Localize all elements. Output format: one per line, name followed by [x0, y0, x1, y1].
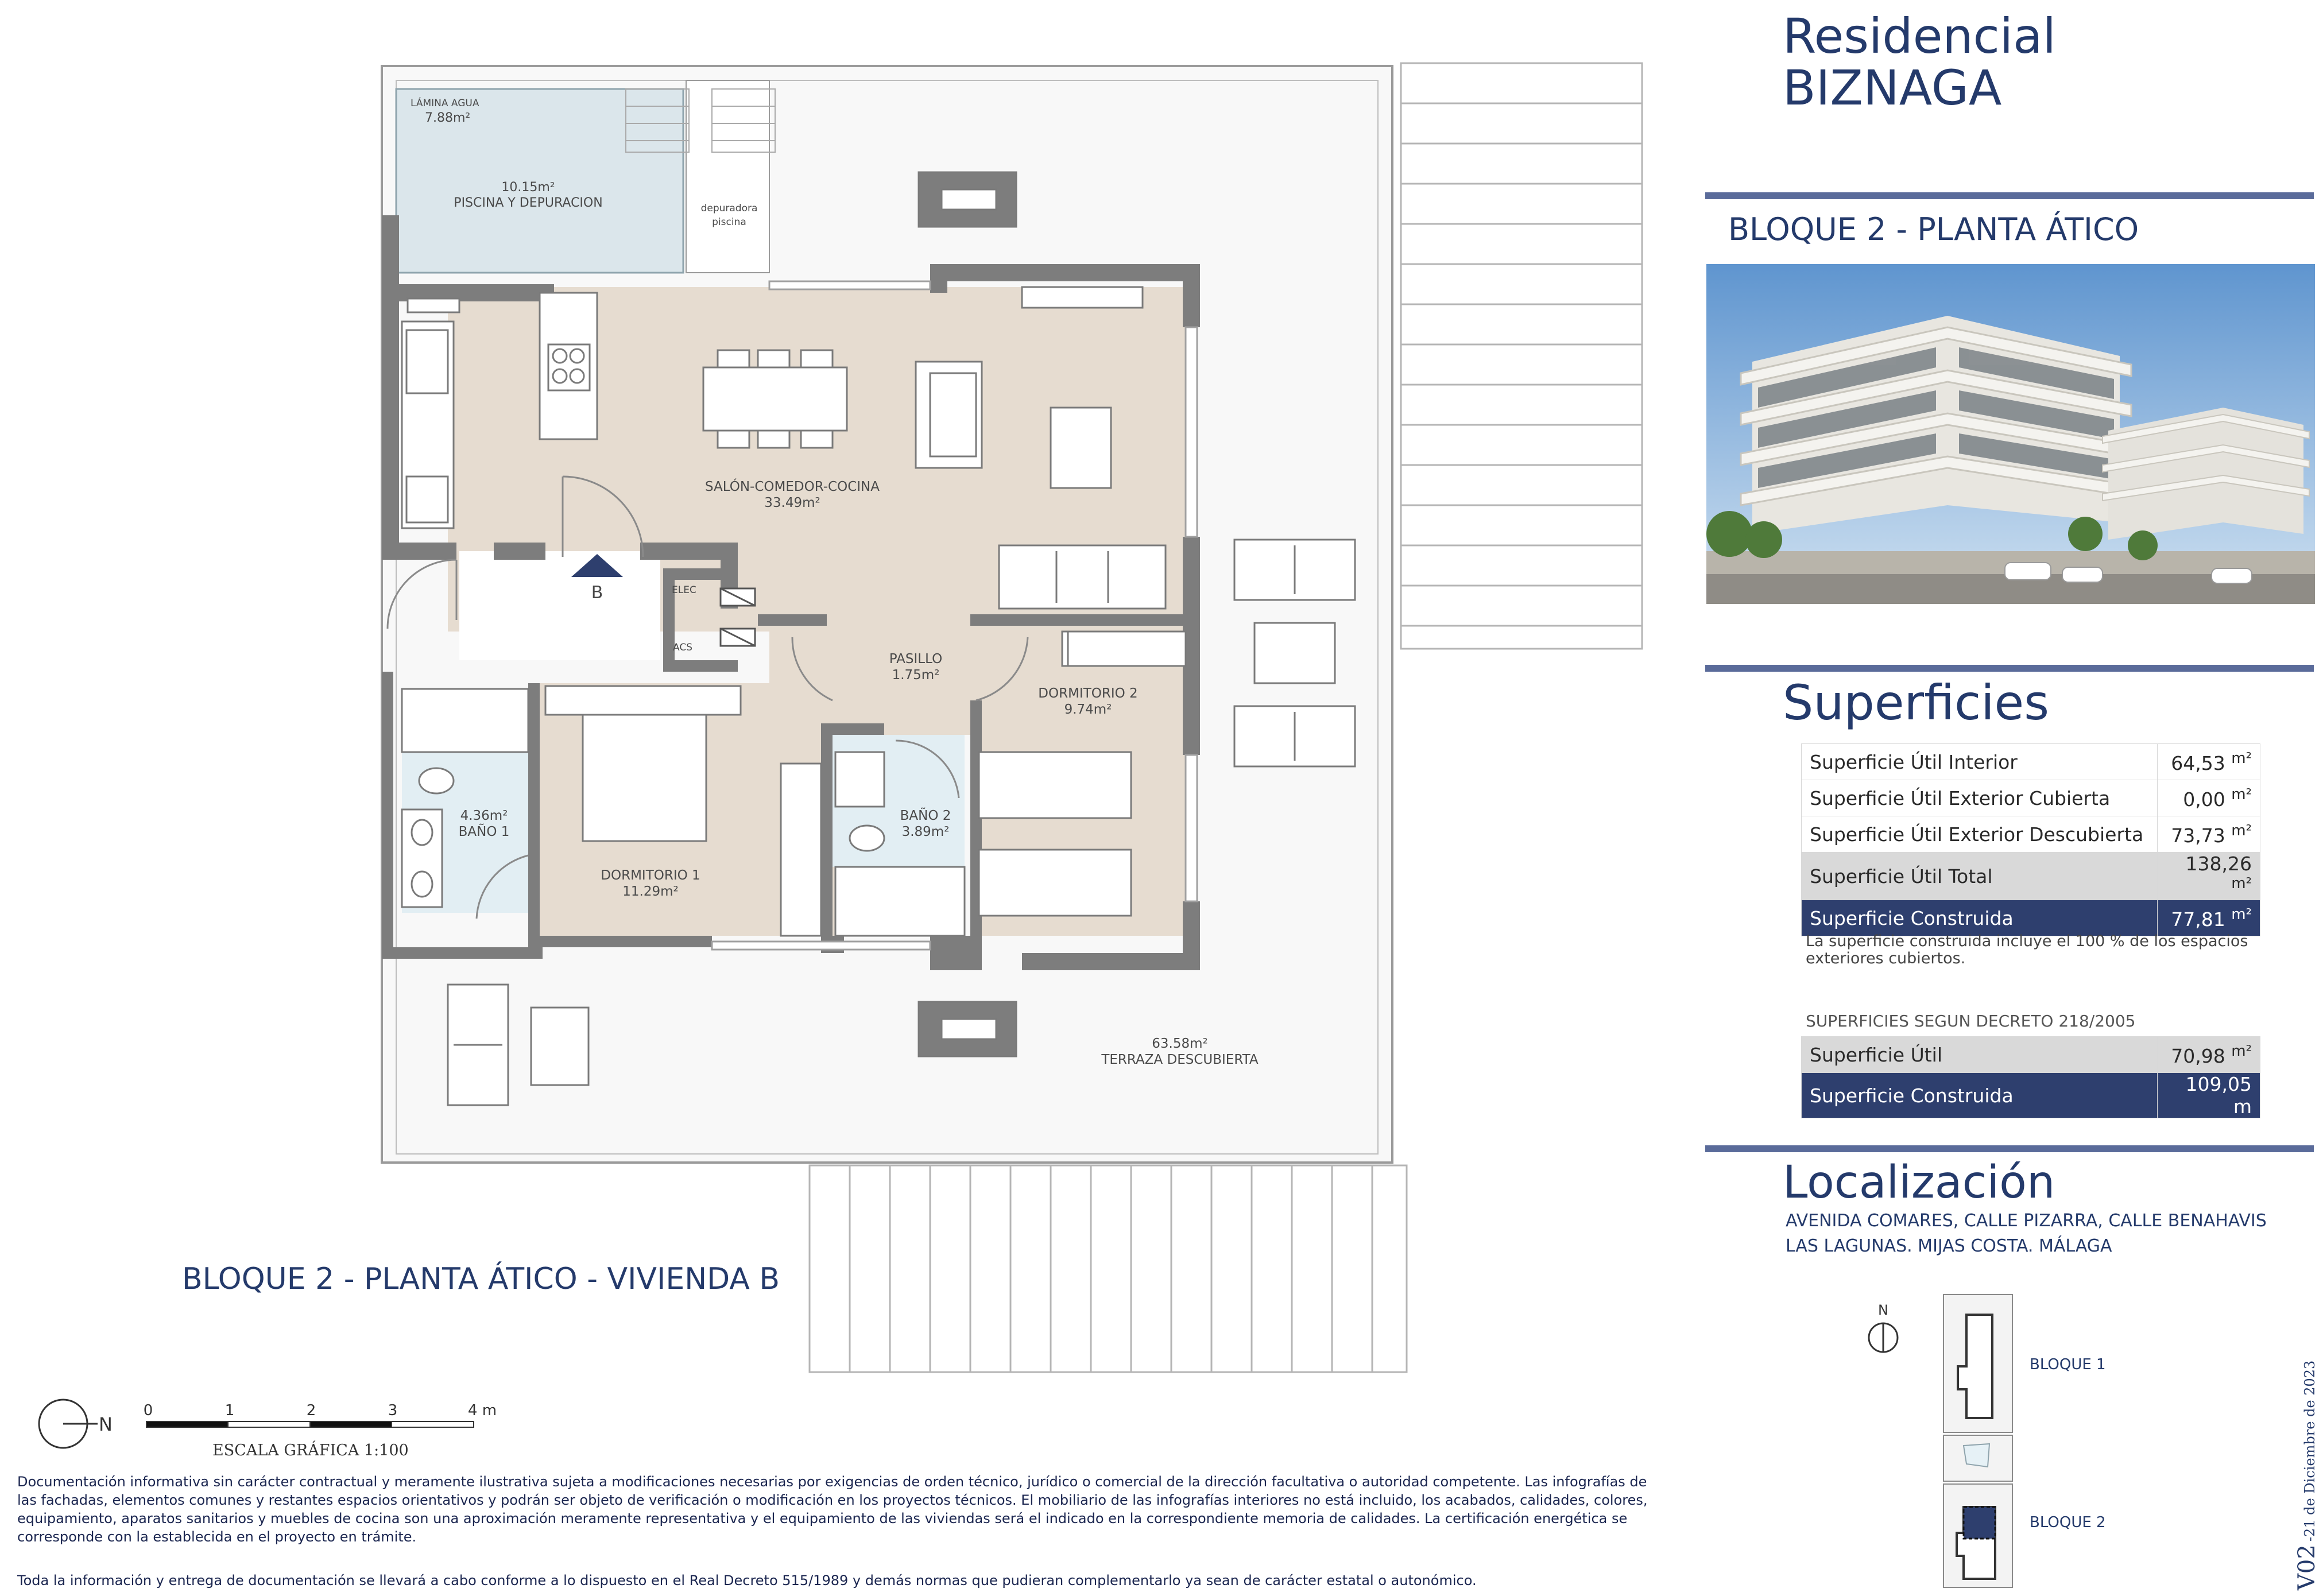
- salon-label: SALÓN-COMEDOR-COCINA: [704, 479, 880, 494]
- map-bloque2-label: BLOQUE 2: [2030, 1514, 2106, 1531]
- row-label: Superficie Útil Total: [1802, 853, 2158, 900]
- bottom-pergola: [810, 1165, 1407, 1372]
- row-unit: m²: [2231, 822, 2252, 839]
- address-line1: AVENIDA COMARES, CALLE PIZARRA, CALLE BENAHAVIS: [1786, 1211, 2267, 1231]
- scale-tick-1: 1: [224, 1402, 235, 1419]
- row-label: Superficie Útil Interior: [1802, 744, 2158, 780]
- superficies-note: La superficie construida incluye el 100 % de los espacios exteriores cubiertos.: [1806, 932, 2248, 967]
- row-unit: m²: [2231, 875, 2252, 892]
- divider-top: [1705, 192, 2314, 199]
- elec-label: ELEC: [672, 584, 696, 596]
- bano2-label: BAÑO 2: [900, 808, 951, 823]
- acs-label: ACS: [673, 642, 692, 653]
- bano1-area: 4.36m²: [460, 808, 508, 823]
- divider-bottom: [1705, 1145, 2314, 1152]
- disclaimer-para2: Toda la información y entrega de documentación se llevará a cabo conforme a lo dispuesto en el Real Decreto 515/1989 y demás normas que pudieran complementarlo ya sean de carácter estatal o autonómico.: [17, 1572, 1477, 1589]
- map-north-label: N: [1878, 1302, 1888, 1318]
- row-value: 73,73: [2171, 824, 2225, 847]
- scale-tick-4: 4 m: [467, 1402, 497, 1419]
- version-code: V02: [2294, 1544, 2320, 1590]
- unit-marker: B: [591, 583, 603, 603]
- scale-bar: [146, 1421, 474, 1427]
- scale-tick-3: 3: [388, 1402, 398, 1419]
- row-label: Superficie Construida: [1802, 900, 2158, 936]
- scale-north-label: N: [99, 1413, 113, 1435]
- project-name: [1783, 10, 2056, 114]
- row-value: 109,05: [2185, 1073, 2252, 1095]
- superficies-title: Superficies: [1783, 675, 2049, 731]
- row-value: 138,26: [2185, 853, 2252, 875]
- row-unit: m²: [2231, 1042, 2252, 1060]
- dining-table: [703, 350, 847, 448]
- table-row-total: [1802, 853, 2260, 900]
- lamina-label: LÁMINA AGUA: [411, 98, 479, 109]
- terraza-label: TERRAZA DESCUBIERTA: [1101, 1052, 1259, 1067]
- right-pergola: [1401, 63, 1642, 649]
- scale-tick-2: 2: [306, 1402, 316, 1419]
- scale-tick-0: 0: [143, 1402, 153, 1419]
- row-label: Superficie Útil Exterior Descubierta: [1802, 816, 2158, 853]
- building-render: [1706, 264, 2315, 604]
- row-label: Superficie Construida: [1802, 1073, 2158, 1118]
- depuradora-line1: depuradora: [700, 203, 758, 214]
- localizacion-title: Localización: [1783, 1157, 2055, 1208]
- row-unit: m²: [2231, 905, 2252, 923]
- north-arrow-icon: [39, 1400, 98, 1448]
- localizacion-address: [1786, 1208, 2267, 1259]
- version-date: -21 de Diciembre de 2023: [2302, 1360, 2318, 1542]
- block-title: BLOQUE 2 - PLANTA ÁTICO: [1728, 211, 2139, 247]
- dorm1-label: DORMITORIO 1: [601, 868, 700, 883]
- disclaimer-para1: Documentación informativa sin carácter contractual y meramente ilustrativa sujeta a modificaciones necesarias por exigencias de orden técnico, jurídico o comercial de la dirección facultativa o autoridad competente. Las infografías de las fachadas, elementos comunes y restantes espacios orientativos y podrán ser objeto de verificación o modificación en los proyectos técnicos. El mobiliario de las infografías interiores no está incluido, los acabados, calidades, colores, equipamiento, aparatos sanitarios y muebles de cocina son una aproximación meramente representativa y el equipamiento de las viviendas será el indicado en la correspondiente memoria de calidades. La certificación energética se corresponde con la establecida en el proyecto en trámite.: [17, 1474, 1648, 1545]
- pasillo-area: 1.75m²: [892, 668, 940, 683]
- map-bloque1-label: BLOQUE 1: [2030, 1356, 2106, 1373]
- address-line2: LAS LAGUNAS. MIJAS COSTA. MÁLAGA: [1786, 1236, 2112, 1256]
- dorm1-area: 11.29m²: [622, 884, 679, 899]
- row-label: Superficie Útil Exterior Cubierta: [1802, 780, 2158, 816]
- dorm2-label: DORMITORIO 2: [1038, 686, 1138, 701]
- bano2-area: 3.89m²: [901, 824, 950, 839]
- bano1-label: BAÑO 1: [458, 824, 510, 839]
- row-value: 77,81: [2171, 908, 2225, 931]
- superficies-table: [1801, 743, 2260, 936]
- table-row: [1802, 1037, 2260, 1073]
- row-value: 0,00: [2183, 788, 2225, 811]
- row-unit: m: [2233, 1095, 2252, 1118]
- piscina-label: PISCINA Y DEPURACION: [454, 196, 603, 210]
- plan-title: BLOQUE 2 - PLANTA ÁTICO - VIVIENDA B: [182, 1262, 780, 1296]
- dorm2-area: 9.74m²: [1064, 702, 1112, 717]
- divider-mid: [1705, 665, 2314, 672]
- row-value: 70,98: [2171, 1044, 2225, 1067]
- table-row: [1802, 1073, 2260, 1118]
- piscina-area: 10.15m²: [501, 180, 555, 195]
- location-map: [1854, 1292, 2188, 1590]
- project-line2: BIZNAGA: [1783, 60, 2002, 116]
- table-row-construida: [1802, 900, 2260, 936]
- project-line1: Residencial: [1783, 8, 2056, 64]
- row-value: 64,53: [2171, 751, 2225, 774]
- version-label: [2294, 1361, 2320, 1590]
- scale-label: ESCALA GRÁFICA 1:100: [212, 1442, 409, 1459]
- hall-floor: [459, 551, 660, 660]
- row-label: Superficie Útil: [1802, 1037, 2158, 1073]
- lamina-area: 7.88m²: [425, 111, 471, 125]
- table-row: [1802, 780, 2260, 816]
- terraza-area: 63.58m²: [1152, 1036, 1208, 1051]
- table-row: [1802, 744, 2260, 780]
- depuradora-room: [686, 80, 769, 273]
- decreto-table: [1801, 1036, 2260, 1118]
- decreto-title: SUPERFICIES SEGUN DECRETO 218/2005: [1806, 1012, 2136, 1031]
- depuradora-line2: piscina: [712, 216, 746, 228]
- pasillo-label: PASILLO: [889, 652, 943, 667]
- salon-area: 33.49m²: [764, 495, 820, 510]
- row-unit: m²: [2231, 749, 2252, 767]
- row-unit: m²: [2231, 785, 2252, 803]
- table-row: [1802, 816, 2260, 853]
